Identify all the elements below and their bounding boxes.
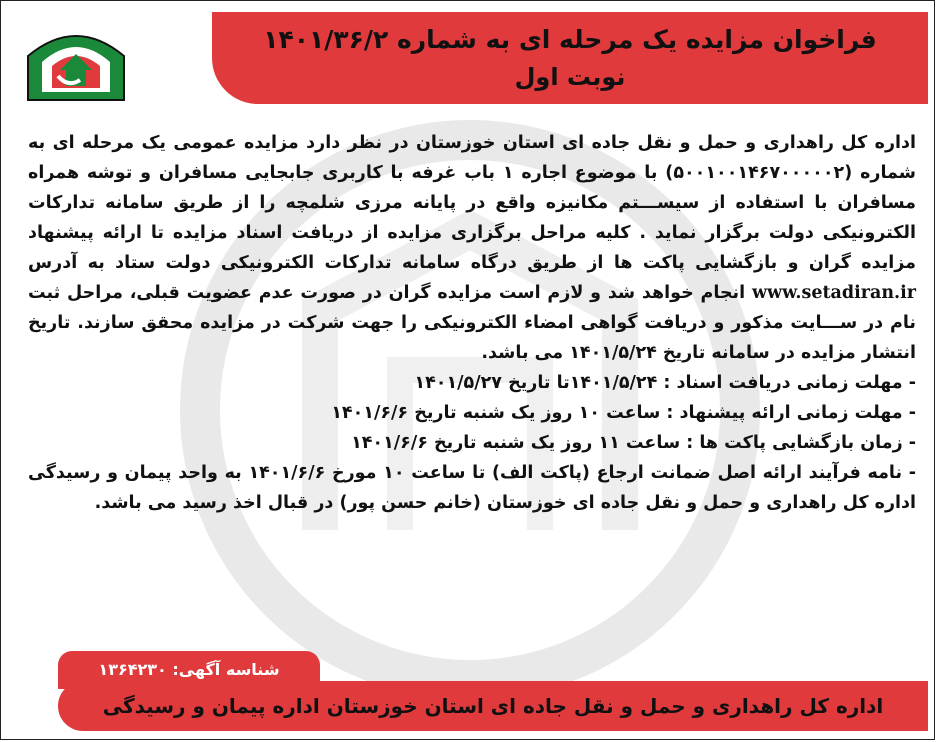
guarantee-note: - نامه فرآیند ارائه اصل ضمانت ارجاع (پاکت الف) تا ساعت ۱۰ مورخ ۱۴۰۱/۶/۶ به واحد پیمان و رسیدگی اداره کل راهداری و حمل و نقل جاده ای خوزستان (خانم حسن پور) در قبال اخذ رسید می باشد. <box>28 463 916 513</box>
ad-title: فراخوان مزایده یک مرحله ای به شماره ۱۴۰۱/۳۶/۲ <box>263 25 877 54</box>
opening-time: - زمان بازگشایی پاکت ها : ساعت ۱۱ روز یک شنبه تاریخ ۱۴۰۱/۶/۶ <box>351 433 916 453</box>
ad-subtitle: نوبت اول <box>514 63 626 91</box>
setad-url-link[interactable]: www.setadiran.ir <box>751 283 916 303</box>
intro-text-part2: انجام خواهد شد و لازم است مزایده گران در صورت عدم عضویت قبلی، مراحل ثبت نام در ســـایت مذکور و دریافت گواهی امضاء الکترونیکی را جهت شرکت در مزایده محقق سازند. تاریخ انتشار مزایده در سامانه تاریخ ۱۴۰۱/۵/۲۴ می باشد. <box>28 283 916 363</box>
road-maintenance-logo-icon <box>22 14 130 104</box>
intro-text-part1: اداره کل راهداری و حمل و نقل جاده ای استان خوزستان در نظر دارد مزایده عمومی یک مرحله ای به شماره (۵۰۰۱۰۰۱۴۶۷۰۰۰۰۰۲) با موضوع اجاره ۱ باب غرفه با کاربری جابجایی مسافران و توشه همراه مسافران با استفاده از سیســـتم مکانیزه واقع در پایانه مرزی شلمچه را از طریق سامانه تدارکات الکترونیکی دولت برگزار نماید . کلیه مراحل برگزاری مزایده از دریافت اسناد مزایده تا ارائه پیشنهاد مزایده گران و بازگشایی پاکت ها از طریق درگاه سامانه تدارکات الکترونیکی دولت ستاد به آدرس <box>28 133 916 273</box>
deadline-offer: - مهلت زمانی ارائه پیشنهاد : ساعت ۱۰ روز یک شنبه تاریخ ۱۴۰۱/۶/۶ <box>331 403 916 423</box>
footer-banner: اداره کل راهداری و حمل و نقل جاده ای استان خوزستان اداره پیمان و رسیدگی <box>58 681 928 731</box>
ad-body <box>28 128 916 518</box>
intro-paragraph <box>28 128 916 368</box>
title-banner <box>212 12 928 104</box>
ad-id-badge: شناسه آگهی: ۱۳۶۴۲۳۰ <box>58 651 320 689</box>
deadline-docs: - مهلت زمانی دریافت اسناد : ۱۴۰۱/۵/۲۴تا تاریخ ۱۴۰۱/۵/۲۷ <box>414 373 916 393</box>
